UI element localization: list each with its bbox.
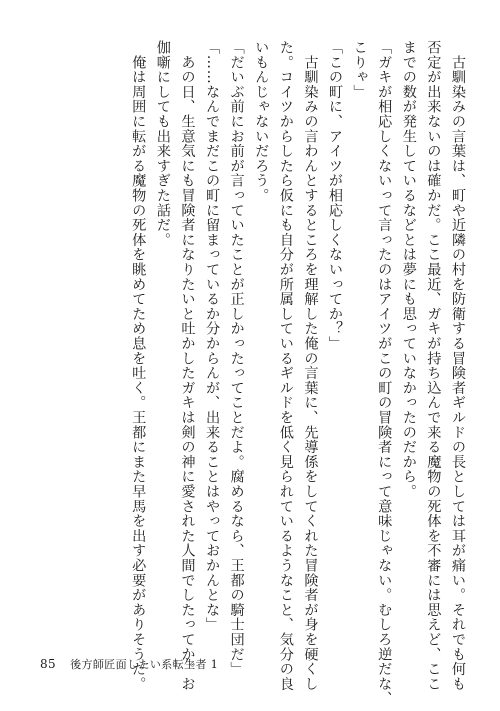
text-line: いもんじゃないだろう。 [253,40,270,203]
text-line: 「……なんでまだこの町に留まっているか分からんが、出来ることはやっておかんとな」 [204,40,221,632]
text-line: 「この町に、アイツが相応しくないってか？」 [327,40,344,351]
text-line: 否定が出来ないのは確かだ。ここ最近、ガキが持ち込んで来る魔物の死体を不審には思えど、ここ [425,40,442,692]
text-line: 「ガキが相応しくないって言ったのはアイツがこの町の冒険者にって意味じゃない。むしろ逆だな、 [376,40,393,706]
text-line: 古馴染みの言わんとするところを理解した俺の言葉に、先導係をしてくれた冒険者が身を硬くし [302,40,319,692]
text-line: あの日、生意気にも冒険者になりたいと吐かしたガキは剣の神に愛された人間でしたってか。お [179,40,196,692]
text-line: こりゃ」 [351,40,368,100]
book-title: 後方師匠面したい系転生者 1 [70,658,219,671]
text-line: 「だいぶ前にお前が言っていたことが正しかったってことだよ。腐めるなら、王都の騎士団だ」 [228,40,245,677]
text-line: までの数が発生しているなどとは夢にも思っていなかったのだから。 [400,40,417,499]
text-line: 伽噺にしても出来すぎた話だ。 [154,40,171,248]
text-line: 古馴染みの言葉は、町や近隣の村を防衛する冒険者ギルドの長としては耳が痛い。それでも何も [450,40,466,692]
page-footer [40,656,218,672]
page-number: 85 [40,657,57,671]
text-line: 俺は周囲に転がる魔物の死体を眺めてため息を吐く。王都にまた早馬を出す必要がありそうだ。 [130,40,147,692]
text-line: た。コイツからしたら仮にも自分が所属しているギルドを低く見られているようなこと、気分の良 [277,40,294,692]
